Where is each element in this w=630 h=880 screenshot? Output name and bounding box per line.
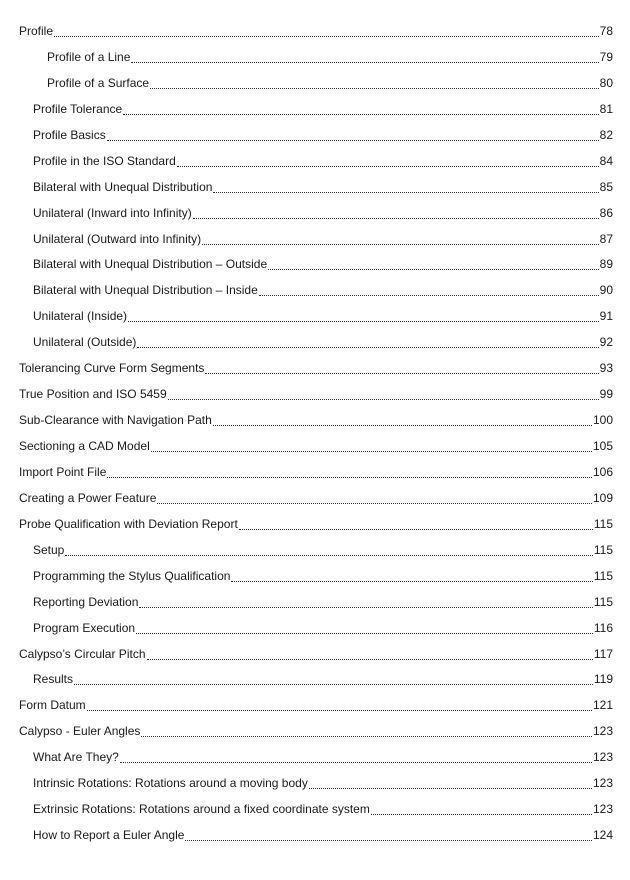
toc-entry[interactable] xyxy=(0,620,630,646)
toc-entry[interactable] xyxy=(0,827,630,853)
toc-entry-title: Tolerancing Curve Form Segments xyxy=(19,361,205,376)
toc-dot-leader xyxy=(139,594,592,608)
toc-entry-title: Import Point File xyxy=(19,464,107,479)
toc-entry-page-number: 92 xyxy=(599,335,613,350)
toc-entry[interactable] xyxy=(0,282,630,308)
toc-entry[interactable] xyxy=(0,153,630,179)
toc-dot-leader xyxy=(87,697,592,711)
toc-entry-page-number: 121 xyxy=(592,698,613,713)
toc-entry-page-number: 109 xyxy=(592,490,613,505)
toc-dot-leader xyxy=(193,205,599,219)
toc-dot-leader xyxy=(65,542,593,556)
toc-entry-title: Results xyxy=(33,672,74,687)
toc-dot-leader xyxy=(268,256,599,270)
toc-entry-page-number: 117 xyxy=(593,646,613,661)
toc-entry[interactable] xyxy=(0,334,630,360)
toc-entry-title: Bilateral with Unequal Distribution – Inside xyxy=(33,283,258,298)
toc-entry[interactable] xyxy=(0,412,630,438)
toc-entry-page-number: 86 xyxy=(599,205,613,220)
toc-entry-page-number: 115 xyxy=(593,516,613,531)
toc-entry-title: Programming the Stylus Qualification xyxy=(33,568,231,583)
toc-entry-title: Bilateral with Unequal Distribution xyxy=(33,179,213,194)
toc-entry-page-number: 106 xyxy=(592,464,613,479)
toc-entry-page-number: 115 xyxy=(593,594,613,609)
toc-entry-title: Unilateral (Inward into Infinity) xyxy=(33,205,192,220)
toc-dot-leader xyxy=(185,827,592,841)
toc-entry[interactable] xyxy=(0,568,630,594)
toc-dot-leader xyxy=(213,179,598,193)
toc-entry-title: True Position and ISO 5459 xyxy=(19,387,167,402)
toc-dot-leader xyxy=(168,386,599,400)
toc-dot-leader xyxy=(54,23,599,37)
toc-entry-page-number: 115 xyxy=(593,568,613,583)
toc-entry-title: Program Execution xyxy=(33,620,136,635)
toc-entry-page-number: 89 xyxy=(599,257,613,272)
toc-entry[interactable] xyxy=(0,386,630,412)
toc-entry-title: Profile of a Surface xyxy=(47,75,150,90)
toc-dot-leader xyxy=(259,282,599,296)
toc-dot-leader xyxy=(147,646,593,660)
toc-entry-title: Creating a Power Feature xyxy=(19,490,157,505)
toc-entry-page-number: 80 xyxy=(599,75,613,90)
toc-entry-title: Sectioning a CAD Model xyxy=(19,439,150,453)
toc-entry[interactable] xyxy=(0,594,630,620)
toc-entry[interactable] xyxy=(0,697,630,723)
toc-dot-leader xyxy=(157,490,592,504)
toc-entry[interactable] xyxy=(0,205,630,231)
toc-entry-page-number: 81 xyxy=(599,101,613,116)
toc-entry-title: Probe Qualification with Deviation Report xyxy=(19,516,238,531)
toc-entry[interactable] xyxy=(0,127,630,153)
toc-entry-title: Reporting Deviation xyxy=(33,594,139,609)
toc-entry-page-number: 116 xyxy=(593,620,613,635)
toc-entry-page-number: 79 xyxy=(599,49,613,64)
toc-dot-leader xyxy=(239,516,593,530)
toc-entry[interactable] xyxy=(0,723,630,749)
toc-entry[interactable] xyxy=(0,516,630,542)
toc-dot-leader xyxy=(131,49,598,63)
toc-dot-leader xyxy=(141,723,592,737)
toc-entry-page-number: 115 xyxy=(593,542,613,557)
toc-entry-page-number: 100 xyxy=(592,413,613,428)
toc-entry-title: Profile xyxy=(19,24,54,38)
toc-entry[interactable] xyxy=(0,646,630,672)
toc-entry-page-number: 123 xyxy=(592,750,613,765)
toc-entry[interactable] xyxy=(0,49,630,75)
toc-entry-title: Unilateral (Outward into Infinity) xyxy=(33,231,202,246)
toc-dot-leader xyxy=(151,438,592,452)
toc-entry-page-number: 124 xyxy=(592,828,613,843)
toc-entry[interactable] xyxy=(0,231,630,257)
toc-entry[interactable] xyxy=(0,23,630,49)
toc-entry[interactable] xyxy=(0,464,630,490)
toc-entry-title: Intrinsic Rotations: Rotations around a moving body xyxy=(33,776,308,791)
toc-entry-page-number: 85 xyxy=(599,179,613,194)
toc-entry-page-number: 91 xyxy=(599,309,613,324)
toc-entry-title: Sub-Clearance with Navigation Path xyxy=(19,413,212,428)
toc-entry[interactable] xyxy=(0,75,630,101)
toc-entry-page-number: 78 xyxy=(599,24,613,38)
toc-entry-page-number: 105 xyxy=(592,439,613,453)
toc-entry[interactable] xyxy=(0,490,630,516)
toc-entry-title: Profile in the ISO Standard xyxy=(33,153,176,168)
toc-entry-page-number: 90 xyxy=(599,283,613,298)
toc-entry[interactable] xyxy=(0,179,630,205)
toc-dot-leader xyxy=(120,749,592,763)
toc-dot-leader xyxy=(107,127,599,141)
toc-entry[interactable] xyxy=(0,775,630,801)
toc-entry[interactable] xyxy=(0,360,630,386)
toc-dot-leader xyxy=(107,464,592,478)
toc-dot-leader xyxy=(231,568,592,582)
toc-entry[interactable] xyxy=(0,801,630,827)
toc-entry-title: Bilateral with Unequal Distribution – Outside xyxy=(33,257,268,272)
toc-entry-page-number: 123 xyxy=(592,802,613,817)
toc-dot-leader xyxy=(137,334,598,348)
toc-dot-leader xyxy=(123,101,598,115)
toc-entry-title: Calypso’s Circular Pitch xyxy=(19,646,146,661)
toc-dot-leader xyxy=(177,153,599,167)
toc-entry-title: Unilateral (Outside) xyxy=(33,335,137,350)
toc-entry[interactable] xyxy=(0,542,630,568)
toc-dot-leader xyxy=(205,360,598,374)
toc-dot-leader xyxy=(150,75,599,89)
toc-entry-title: Setup xyxy=(33,542,65,557)
toc-dot-leader xyxy=(128,308,599,322)
toc-dot-leader xyxy=(309,775,592,789)
toc-entry-title: What Are They? xyxy=(33,750,119,765)
toc-entry-page-number: 82 xyxy=(599,127,613,142)
toc-entry[interactable] xyxy=(0,256,630,282)
toc-dot-leader xyxy=(136,620,593,634)
toc-entry[interactable] xyxy=(0,308,630,334)
toc-entry-title: Profile Tolerance xyxy=(33,101,123,116)
toc-entry[interactable] xyxy=(0,671,630,697)
toc-dot-leader xyxy=(213,412,592,426)
toc-entry-title: Profile Basics xyxy=(33,127,106,142)
toc-entry-title: Extrinsic Rotations: Rotations around a fixed coordinate system xyxy=(33,802,370,817)
toc-entry-page-number: 119 xyxy=(593,672,613,687)
toc-entry[interactable] xyxy=(0,438,630,464)
toc-entry[interactable] xyxy=(0,749,630,775)
table-of-contents xyxy=(0,23,630,853)
toc-entry-page-number: 99 xyxy=(599,387,613,402)
toc-entry[interactable] xyxy=(0,101,630,127)
toc-dot-leader xyxy=(74,671,593,685)
toc-entry-page-number: 123 xyxy=(592,776,613,791)
toc-entry-title: Profile of a Line xyxy=(47,49,131,64)
toc-entry-title: Calypso - Euler Angles xyxy=(19,724,141,739)
toc-entry-page-number: 84 xyxy=(599,153,613,168)
toc-entry-page-number: 93 xyxy=(599,361,613,376)
toc-dot-leader xyxy=(371,801,592,815)
toc-dot-leader xyxy=(202,231,599,245)
toc-entry-title: Form Datum xyxy=(19,698,86,713)
toc-entry-title: Unilateral (Inside) xyxy=(33,309,128,324)
toc-entry-page-number: 87 xyxy=(599,231,613,246)
toc-entry-title: How to Report a Euler Angle xyxy=(33,828,185,843)
toc-entry-page-number: 123 xyxy=(592,724,613,739)
